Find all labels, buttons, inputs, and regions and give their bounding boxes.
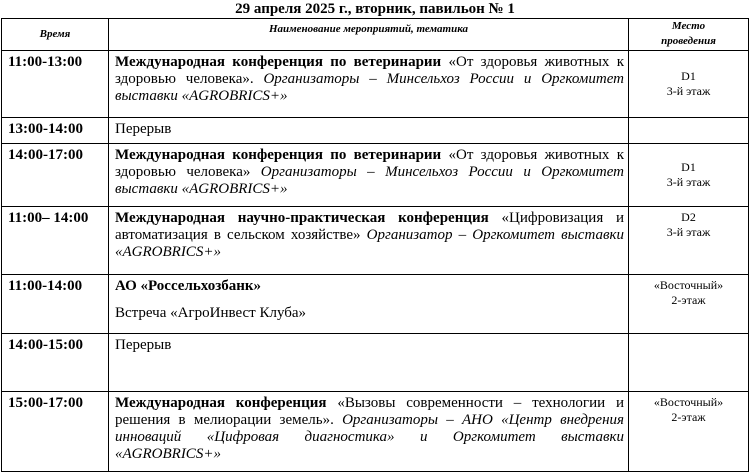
row-place xyxy=(629,392,749,472)
header-place xyxy=(629,19,749,51)
row-organizers: Организаторы – Минсельхоз России и Оргкомитет выставки «AGROBRICS+» xyxy=(115,164,624,197)
row-place xyxy=(629,118,749,144)
row-description: Перерыв xyxy=(109,118,629,144)
row-place-line2: 3-й этаж xyxy=(666,225,711,239)
table-row xyxy=(2,51,749,118)
row-organizers: Организаторы – АНО «Центр внедрения инноваций «Цифровая диагностика» и Оргкомитет выставки «AGROBRICS+» xyxy=(115,412,624,462)
row-place-line2: 2-этаж xyxy=(671,293,706,307)
row-description xyxy=(109,51,629,118)
row-event-topic: «От здоровья животных к здоровью человека». xyxy=(115,54,624,87)
table-row xyxy=(2,207,749,275)
row-event-title: Международная научно-практическая конференция xyxy=(115,210,489,226)
table-row xyxy=(2,118,749,144)
row-time: 11:00– 14:00 xyxy=(2,207,109,275)
table-header-row xyxy=(2,19,749,51)
row-time: 13:00-14:00 xyxy=(2,118,109,144)
header-place-line1: Место xyxy=(671,20,706,32)
header-place-line2: проведения xyxy=(661,35,716,47)
row-time: 14:00-15:00 xyxy=(2,334,109,392)
row-place-line2: 3-й этаж xyxy=(666,175,711,189)
row-event-topic: «Цифровизация и автоматизация в сельском хозяйстве» xyxy=(115,210,624,243)
row-time: 14:00-17:00 xyxy=(2,144,109,207)
row-place xyxy=(629,207,749,275)
row-description xyxy=(109,392,629,472)
table-row xyxy=(2,392,749,472)
row-event-title: Международная конференция по ветеринарии xyxy=(115,147,442,163)
row-organizers: Организатор – Оргкомитет выставки «AGROBRICS+» xyxy=(115,227,624,260)
row-place xyxy=(629,144,749,207)
page-title: 29 апреля 2025 г., вторник, павильон № 1 xyxy=(235,1,515,17)
row-event-title: АО «Россельхозбанк» xyxy=(115,278,262,294)
row-organizers: Организаторы – Минсельхоз России и Оргкомитет выставки «AGROBRICS+» xyxy=(115,71,624,104)
row-event-topic: «От здоровья животных к здоровью человека» xyxy=(115,147,624,180)
row-event-title: Международная конференция по ветеринарии xyxy=(115,54,442,70)
table-row xyxy=(2,275,749,334)
row-description: Перерыв xyxy=(109,334,629,392)
table-row xyxy=(2,144,749,207)
row-event-title: Международная конференция xyxy=(115,395,327,411)
header-time: Время xyxy=(2,19,109,51)
row-place-line1: D1 xyxy=(681,160,696,174)
row-place-line1: D2 xyxy=(681,210,696,224)
row-time: 11:00-13:00 xyxy=(2,51,109,118)
row-place-line1: D1 xyxy=(681,69,696,83)
row-place-line1: «Восточный» xyxy=(653,395,724,409)
table-row xyxy=(2,334,749,392)
row-time: 11:00-14:00 xyxy=(2,275,109,334)
row-place-line2: 3-й этаж xyxy=(666,84,711,98)
row-place xyxy=(629,275,749,334)
schedule-table xyxy=(1,18,749,472)
row-place-line2: 2-этаж xyxy=(671,410,706,424)
row-description xyxy=(109,144,629,207)
row-place xyxy=(629,334,749,392)
row-event-subtitle: Встреча «АгроИнвест Клуба» xyxy=(115,305,307,321)
row-description xyxy=(109,275,629,334)
row-event-topic: «Вызовы современности – технологии и решения в мелиорации земель». xyxy=(115,395,624,428)
row-time: 15:00-17:00 xyxy=(2,392,109,472)
row-place xyxy=(629,51,749,118)
row-description xyxy=(109,207,629,275)
row-place-line1: «Восточный» xyxy=(653,278,724,292)
header-name: Наименование мероприятий, тематика xyxy=(109,19,629,51)
